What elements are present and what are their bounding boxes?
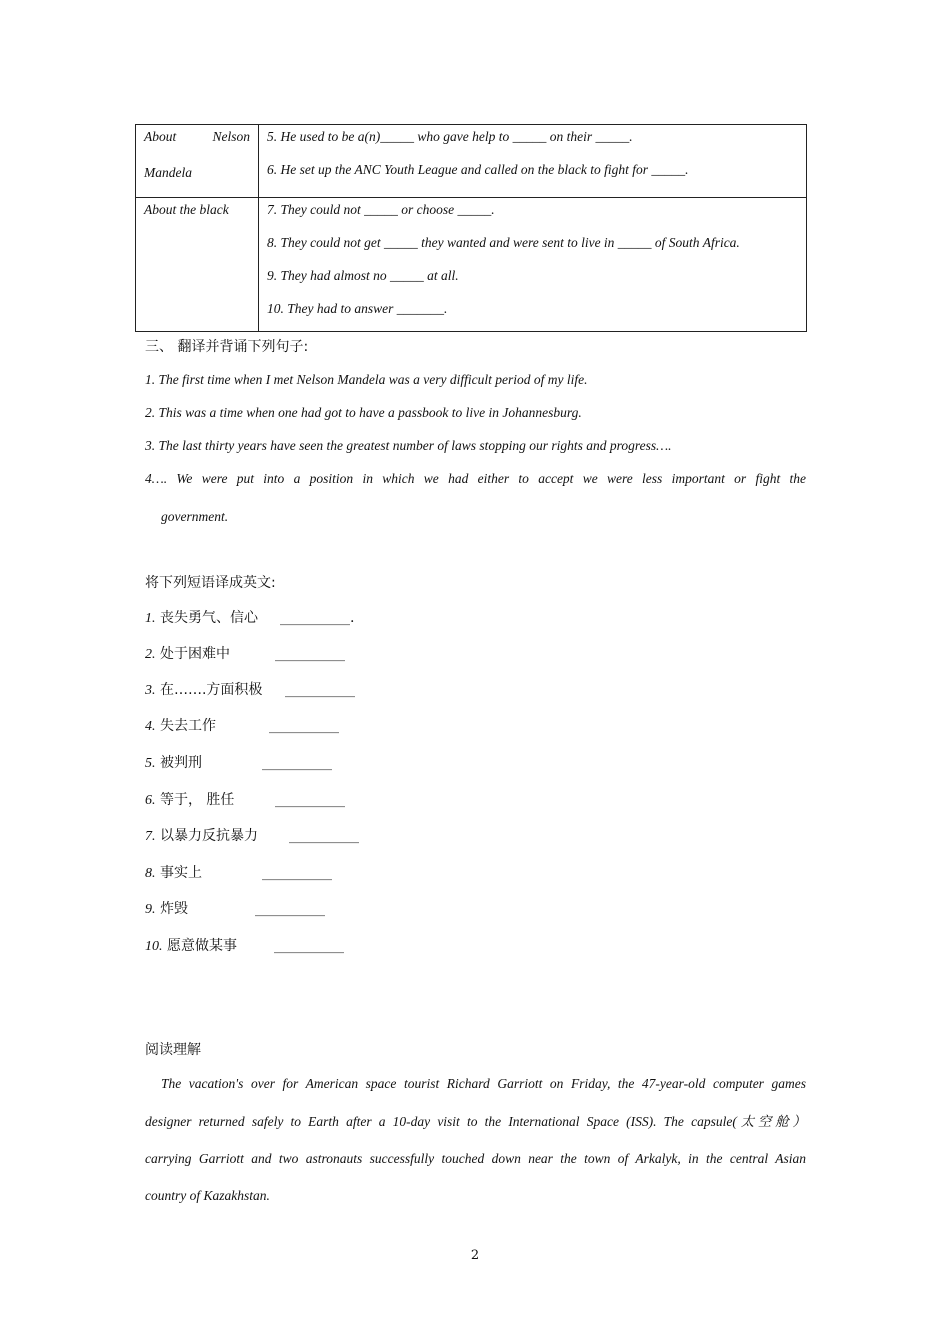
answer-blank: __________: [275, 646, 345, 662]
answer-blank: __________: [274, 938, 344, 954]
answer-blank: __________: [275, 792, 345, 808]
paragraph-line: country of Kazakhstan.: [145, 1188, 270, 1203]
paragraph-line: designer returned safely to Earth after a 10-day visit to the International Space (ISS). The capsule(太空舱）: [145, 1114, 806, 1129]
sentence: 3. The last thirty years have seen the greatest number of laws stopping our rights and progress….: [145, 438, 672, 453]
list-item: 8. They could not get _____ they wanted and were sent to live in _____ of South Africa.: [267, 235, 740, 250]
list-item: [145, 680, 262, 701]
item-number: 8.: [145, 866, 156, 881]
page-number: 2: [470, 1248, 480, 1263]
item-number: 4.: [145, 719, 156, 734]
answer-blank: __________: [289, 828, 359, 844]
section-heading: 三、 翻译并背诵下列句子:: [145, 339, 309, 355]
list-item: [145, 753, 202, 774]
answer-blank: __________: [255, 901, 325, 917]
section-heading: 阅读理解: [145, 1042, 201, 1058]
list-item: 7. They could not _____ or choose _____.: [267, 202, 495, 217]
item-number: 10.: [145, 939, 163, 954]
table-row: [136, 125, 807, 198]
paragraph-line: carrying Garriott and two astronauts successfully touched down near the town of Arkalyk, in the central Asian: [145, 1151, 806, 1166]
paragraph-line: The vacation's over for American space tourist Richard Garriott on Friday, the 47-year-old computer games: [161, 1076, 806, 1091]
item-number: 9.: [145, 902, 156, 917]
item-text: 丧失勇气、信心: [159, 610, 258, 626]
item-text: 处于困难中: [159, 646, 230, 662]
item-text: 失去工作: [159, 718, 216, 734]
item-text: 在…….方面积极: [159, 682, 263, 698]
worksheet-table: [135, 124, 807, 332]
list-item: [145, 790, 234, 811]
table-row: [136, 198, 807, 332]
list-item: [145, 716, 216, 737]
label-word: About the black: [144, 202, 229, 217]
answer-blank: __________.: [280, 610, 355, 626]
item-text: 炸毁: [159, 901, 188, 917]
item-text: 等于， 胜任: [159, 792, 235, 808]
sentence: 4…. We were put into a position in which we had either to accept we were less important or fight the: [145, 471, 806, 486]
item-text: 事实上: [159, 865, 202, 881]
list-item: [145, 936, 237, 957]
item-number: 2.: [145, 647, 156, 662]
list-item: 9. They had almost no _____ at all.: [267, 268, 459, 283]
section-heading: 将下列短语译成英文:: [145, 575, 276, 591]
list-item: [145, 644, 230, 665]
list-item: 10. They had to answer _______.: [267, 301, 448, 316]
label-word: Nelson: [212, 129, 250, 144]
row-label: [136, 198, 259, 332]
item-number: 7.: [145, 829, 156, 844]
row-content: [259, 125, 807, 198]
item-text: 以暴力反抗暴力: [159, 828, 258, 844]
list-item: [145, 826, 258, 847]
item-number: 6.: [145, 793, 156, 808]
answer-blank: __________: [262, 865, 332, 881]
answer-blank: __________: [262, 755, 332, 771]
label-word: Mandela: [144, 165, 192, 180]
answer-blank: __________: [269, 718, 339, 734]
list-item: [145, 863, 202, 884]
list-item: 6. He set up the ANC Youth League and called on the black to fight for _____.: [267, 162, 689, 177]
item-number: 3.: [145, 683, 156, 698]
list-item: [145, 899, 188, 920]
list-item: [145, 608, 258, 629]
answer-blank: __________: [285, 682, 355, 698]
list-item: 5. He used to be a(n)_____ who gave help to _____ on their _____.: [267, 129, 633, 144]
sentence: government.: [161, 509, 229, 524]
label-word: About: [144, 129, 177, 144]
sentence: 2. This was a time when one had got to have a passbook to live in Johannesburg.: [145, 405, 582, 420]
item-number: 5.: [145, 756, 156, 771]
sentence: 1. The first time when I met Nelson Mandela was a very difficult period of my life.: [145, 372, 588, 387]
item-text: 愿意做某事: [166, 938, 237, 954]
item-number: 1.: [145, 611, 156, 626]
item-text: 被判刑: [159, 755, 202, 771]
row-label: [136, 125, 259, 198]
row-content: [259, 198, 807, 332]
